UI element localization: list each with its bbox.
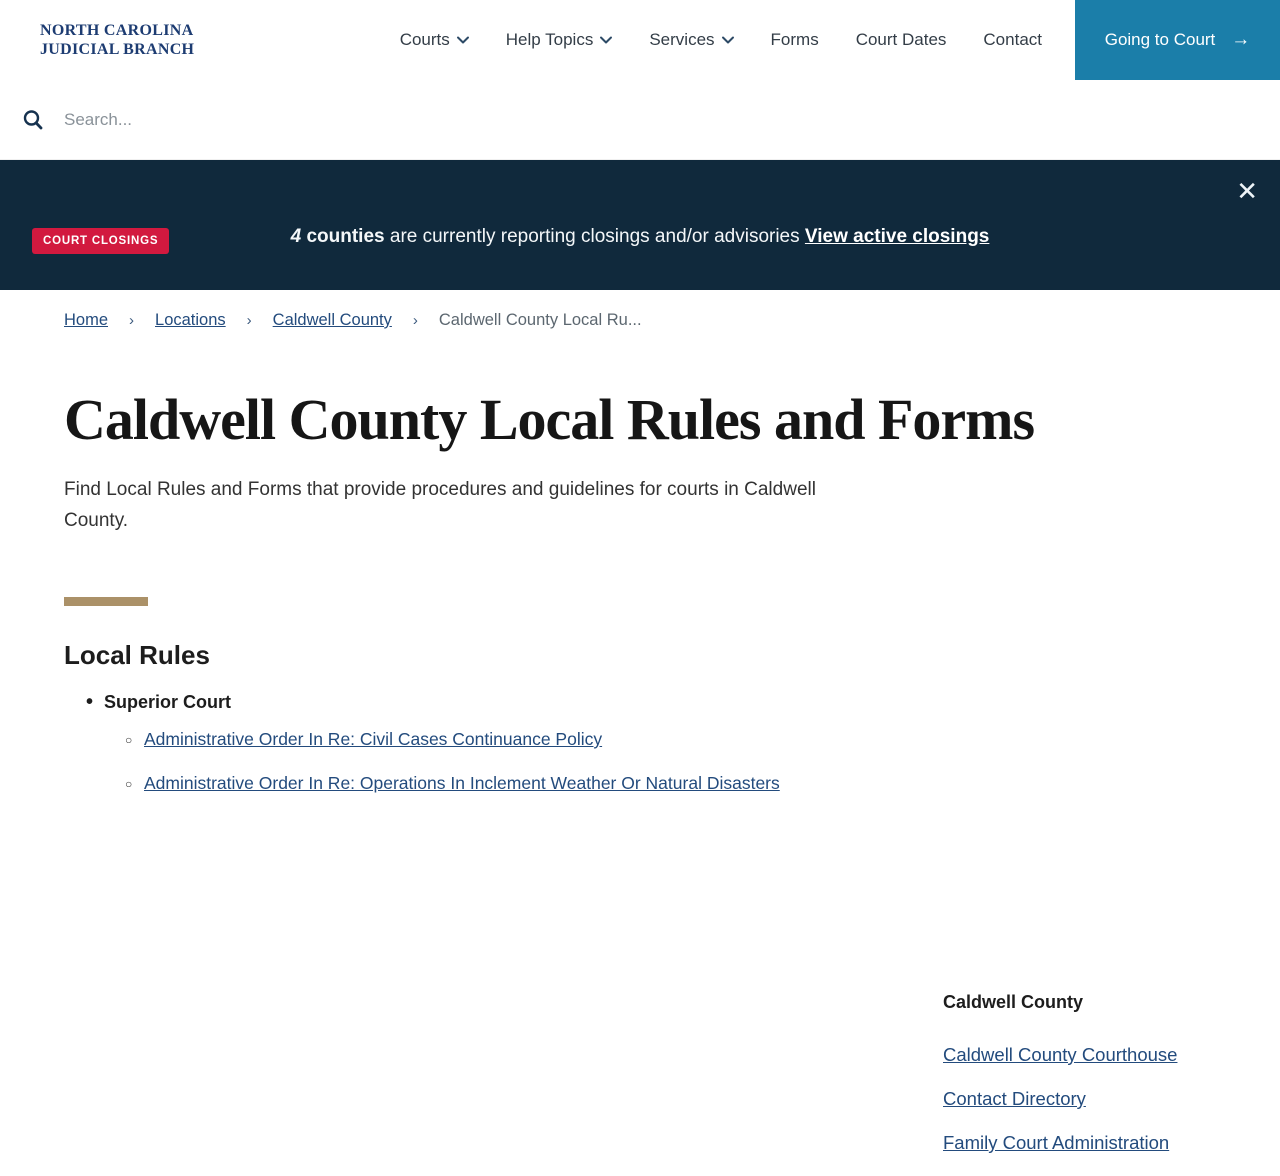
county-sidebar (943, 992, 1243, 1176)
breadcrumb-separator: › (129, 312, 135, 329)
logo-line-2: JUDICIAL BRANCH (40, 41, 195, 58)
rule-link-inclement-weather[interactable]: Administrative Order In Re: Operations In Inclement Weather Or Natural Disasters (144, 773, 780, 793)
local-rules-section (64, 640, 780, 797)
list-item (943, 1088, 1243, 1110)
breadcrumb (64, 311, 1280, 330)
nav-label: Services (649, 30, 715, 49)
main-nav (400, 30, 1042, 50)
nav-item-services[interactable] (649, 30, 733, 50)
page-title: Caldwell County Local Rules and Forms (64, 387, 1035, 452)
list-item (64, 725, 784, 753)
sidebar-link-family-court-admin[interactable]: Family Court Administration (943, 1132, 1170, 1153)
list-item (943, 1132, 1243, 1154)
breadcrumb-caldwell-county[interactable]: Caldwell County (272, 311, 392, 329)
nav-label: Contact (983, 30, 1042, 49)
closings-count-noun: counties (301, 226, 385, 247)
breadcrumb-current-page: Caldwell County Local Ru... (438, 311, 642, 329)
page-intro: Find Local Rules and Forms that provide procedures and guidelines for courts in Caldwell County. (64, 479, 816, 531)
sidebar-link-courthouse[interactable]: Caldwell County Courthouse (943, 1044, 1178, 1065)
nav-label: Court Dates (855, 30, 947, 49)
rules-group-label: • Superior Court (64, 692, 764, 713)
rule-link-civil-cases-continuance[interactable]: Administrative Order In Re: Civil Cases Continuance Policy (144, 729, 603, 749)
list-item (64, 769, 784, 797)
list-item (943, 1044, 1243, 1066)
breadcrumb-separator: › (246, 312, 252, 329)
view-active-closings-link[interactable]: View active closings (804, 226, 990, 247)
content-columns (64, 640, 1280, 1153)
sidebar-links (943, 1044, 1243, 1154)
nav-label: Forms (770, 30, 819, 49)
breadcrumb-locations[interactable]: Locations (155, 311, 226, 329)
closings-count: 4 (290, 226, 302, 247)
search-icon[interactable] (22, 109, 44, 131)
local-rules-heading: Local Rules (64, 640, 210, 670)
main-content (0, 311, 1280, 1153)
court-closings-badge[interactable]: COURT CLOSINGS (32, 228, 169, 254)
banner-text: are currently reporting closings and/or advisories (384, 226, 805, 247)
logo-line-1: NORTH CAROLINA (40, 22, 194, 39)
nav-item-contact[interactable] (983, 30, 1042, 50)
arrow-right-icon: → (1231, 29, 1251, 50)
nav-label: Help Topics (505, 30, 594, 49)
banner-message (0, 226, 1280, 248)
nav-label: Courts (399, 30, 450, 49)
nav-item-courts[interactable] (400, 30, 469, 50)
nav-item-help-topics[interactable] (506, 30, 613, 50)
chevron-down-icon (722, 36, 734, 44)
breadcrumb-home[interactable]: Home (64, 311, 109, 329)
chevron-down-icon (457, 36, 469, 44)
going-to-court-button[interactable] (1075, 0, 1280, 80)
close-icon[interactable]: ✕ (1236, 176, 1258, 206)
search-bar (0, 80, 1280, 160)
sidebar-heading: Caldwell County (943, 992, 1084, 1012)
site-header (0, 0, 1280, 80)
breadcrumb-separator: › (412, 312, 418, 329)
court-closings-banner (0, 160, 1280, 290)
local-rules-list (64, 692, 780, 797)
sidebar-link-contact-directory[interactable]: Contact Directory (943, 1088, 1086, 1109)
nav-item-court-dates[interactable] (856, 30, 947, 50)
cta-label: Going to Court (1104, 30, 1216, 49)
site-logo[interactable] (40, 21, 194, 59)
nav-item-forms[interactable] (771, 30, 819, 50)
rules-sublist (64, 725, 780, 797)
list-item (64, 692, 780, 797)
chevron-down-icon (600, 36, 612, 44)
search-input[interactable] (64, 110, 964, 130)
gold-divider (64, 597, 148, 606)
